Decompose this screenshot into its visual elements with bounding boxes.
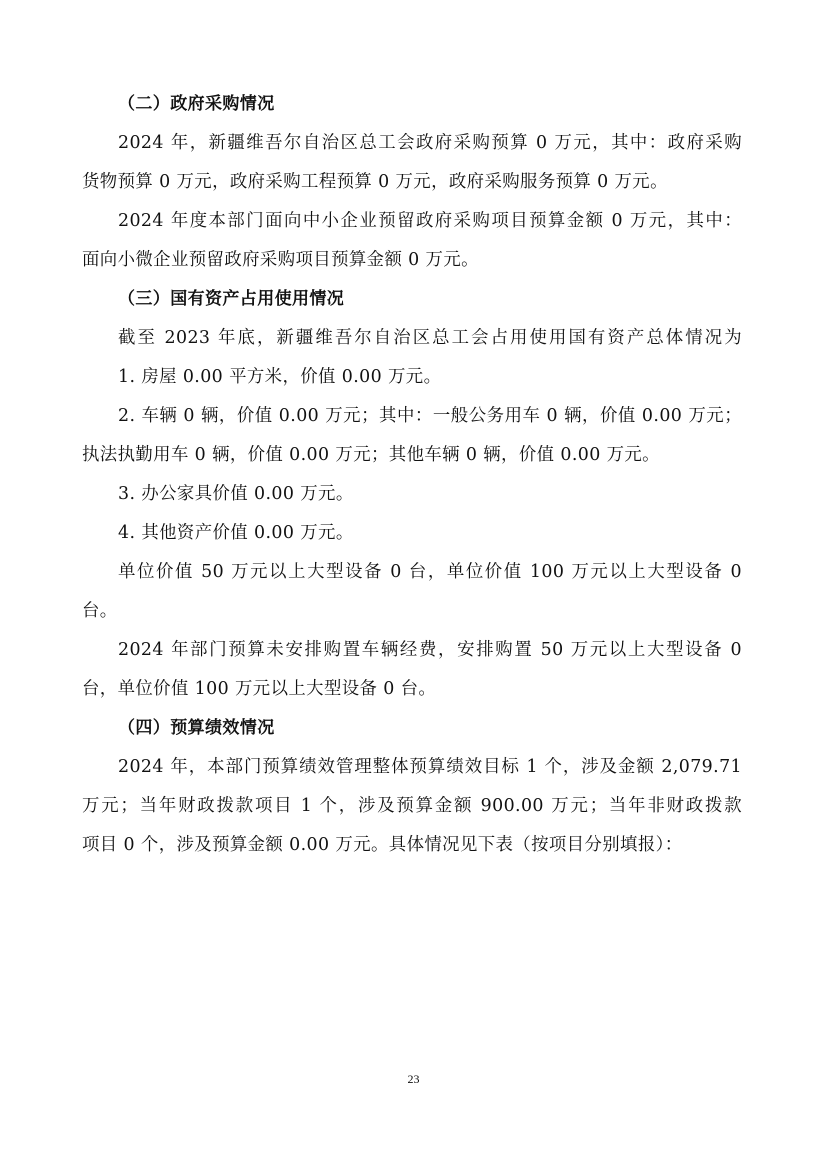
paragraph-line: 台。 bbox=[82, 601, 118, 621]
list-item-housing: 1. 房屋 0.00 平方米，价值 0.00 万元。 bbox=[118, 367, 442, 387]
paragraph-line: 截至 2023 年底，新疆维吾尔自治区总工会占用使用国有资产总体情况为 bbox=[118, 328, 742, 348]
paragraph-line: 2024 年度本部门面向中小企业预留政府采购项目预算金额 0 万元，其中： bbox=[118, 211, 742, 231]
paragraph-line: 面向小微企业预留政府采购项目预算金额 0 万元。 bbox=[82, 250, 479, 270]
section-heading-state-assets: （三）国有资产占用使用情况 bbox=[118, 289, 345, 309]
paragraph-line: 2024 年，新疆维吾尔自治区总工会政府采购预算 0 万元，其中：政府采购 bbox=[118, 133, 742, 153]
paragraph-line: 2024 年部门预算未安排购置车辆经费，安排购置 50 万元以上大型设备 0 bbox=[118, 640, 742, 660]
paragraph-line: 执法执勤用车 0 辆，价值 0.00 万元；其他车辆 0 辆，价值 0.00 万元。 bbox=[82, 445, 660, 465]
paragraph-line: 台，单位价值 100 万元以上大型设备 0 台。 bbox=[82, 679, 437, 699]
paragraph-line: 2024 年，本部门预算绩效管理整体预算绩效目标 1 个，涉及金额 2,079.71 bbox=[118, 757, 742, 777]
list-item-furniture: 3. 办公家具价值 0.00 万元。 bbox=[118, 484, 354, 504]
section-heading-government-procurement: （二）政府采购情况 bbox=[118, 94, 275, 114]
paragraph-line: 货物预算 0 万元，政府采购工程预算 0 万元，政府采购服务预算 0 万元。 bbox=[82, 172, 668, 192]
section-heading-performance: （四）预算绩效情况 bbox=[118, 718, 275, 738]
list-item-other-assets: 4. 其他资产价值 0.00 万元。 bbox=[118, 523, 354, 543]
page-number: 23 bbox=[407, 1072, 420, 1086]
paragraph-line: 万元；当年财政拨款项目 1 个，涉及预算金额 900.00 万元；当年非财政拨款 bbox=[82, 796, 742, 816]
list-item-vehicles: 2. 车辆 0 辆，价值 0.00 万元；其中：一般公务用车 0 辆，价值 0.00 万元； bbox=[118, 406, 742, 426]
paragraph-line: 项目 0 个，涉及预算金额 0.00 万元。具体情况见下表（按项目分别填报）： bbox=[82, 835, 683, 855]
paragraph-line: 单位价值 50 万元以上大型设备 0 台，单位价值 100 万元以上大型设备 0 bbox=[118, 562, 742, 582]
